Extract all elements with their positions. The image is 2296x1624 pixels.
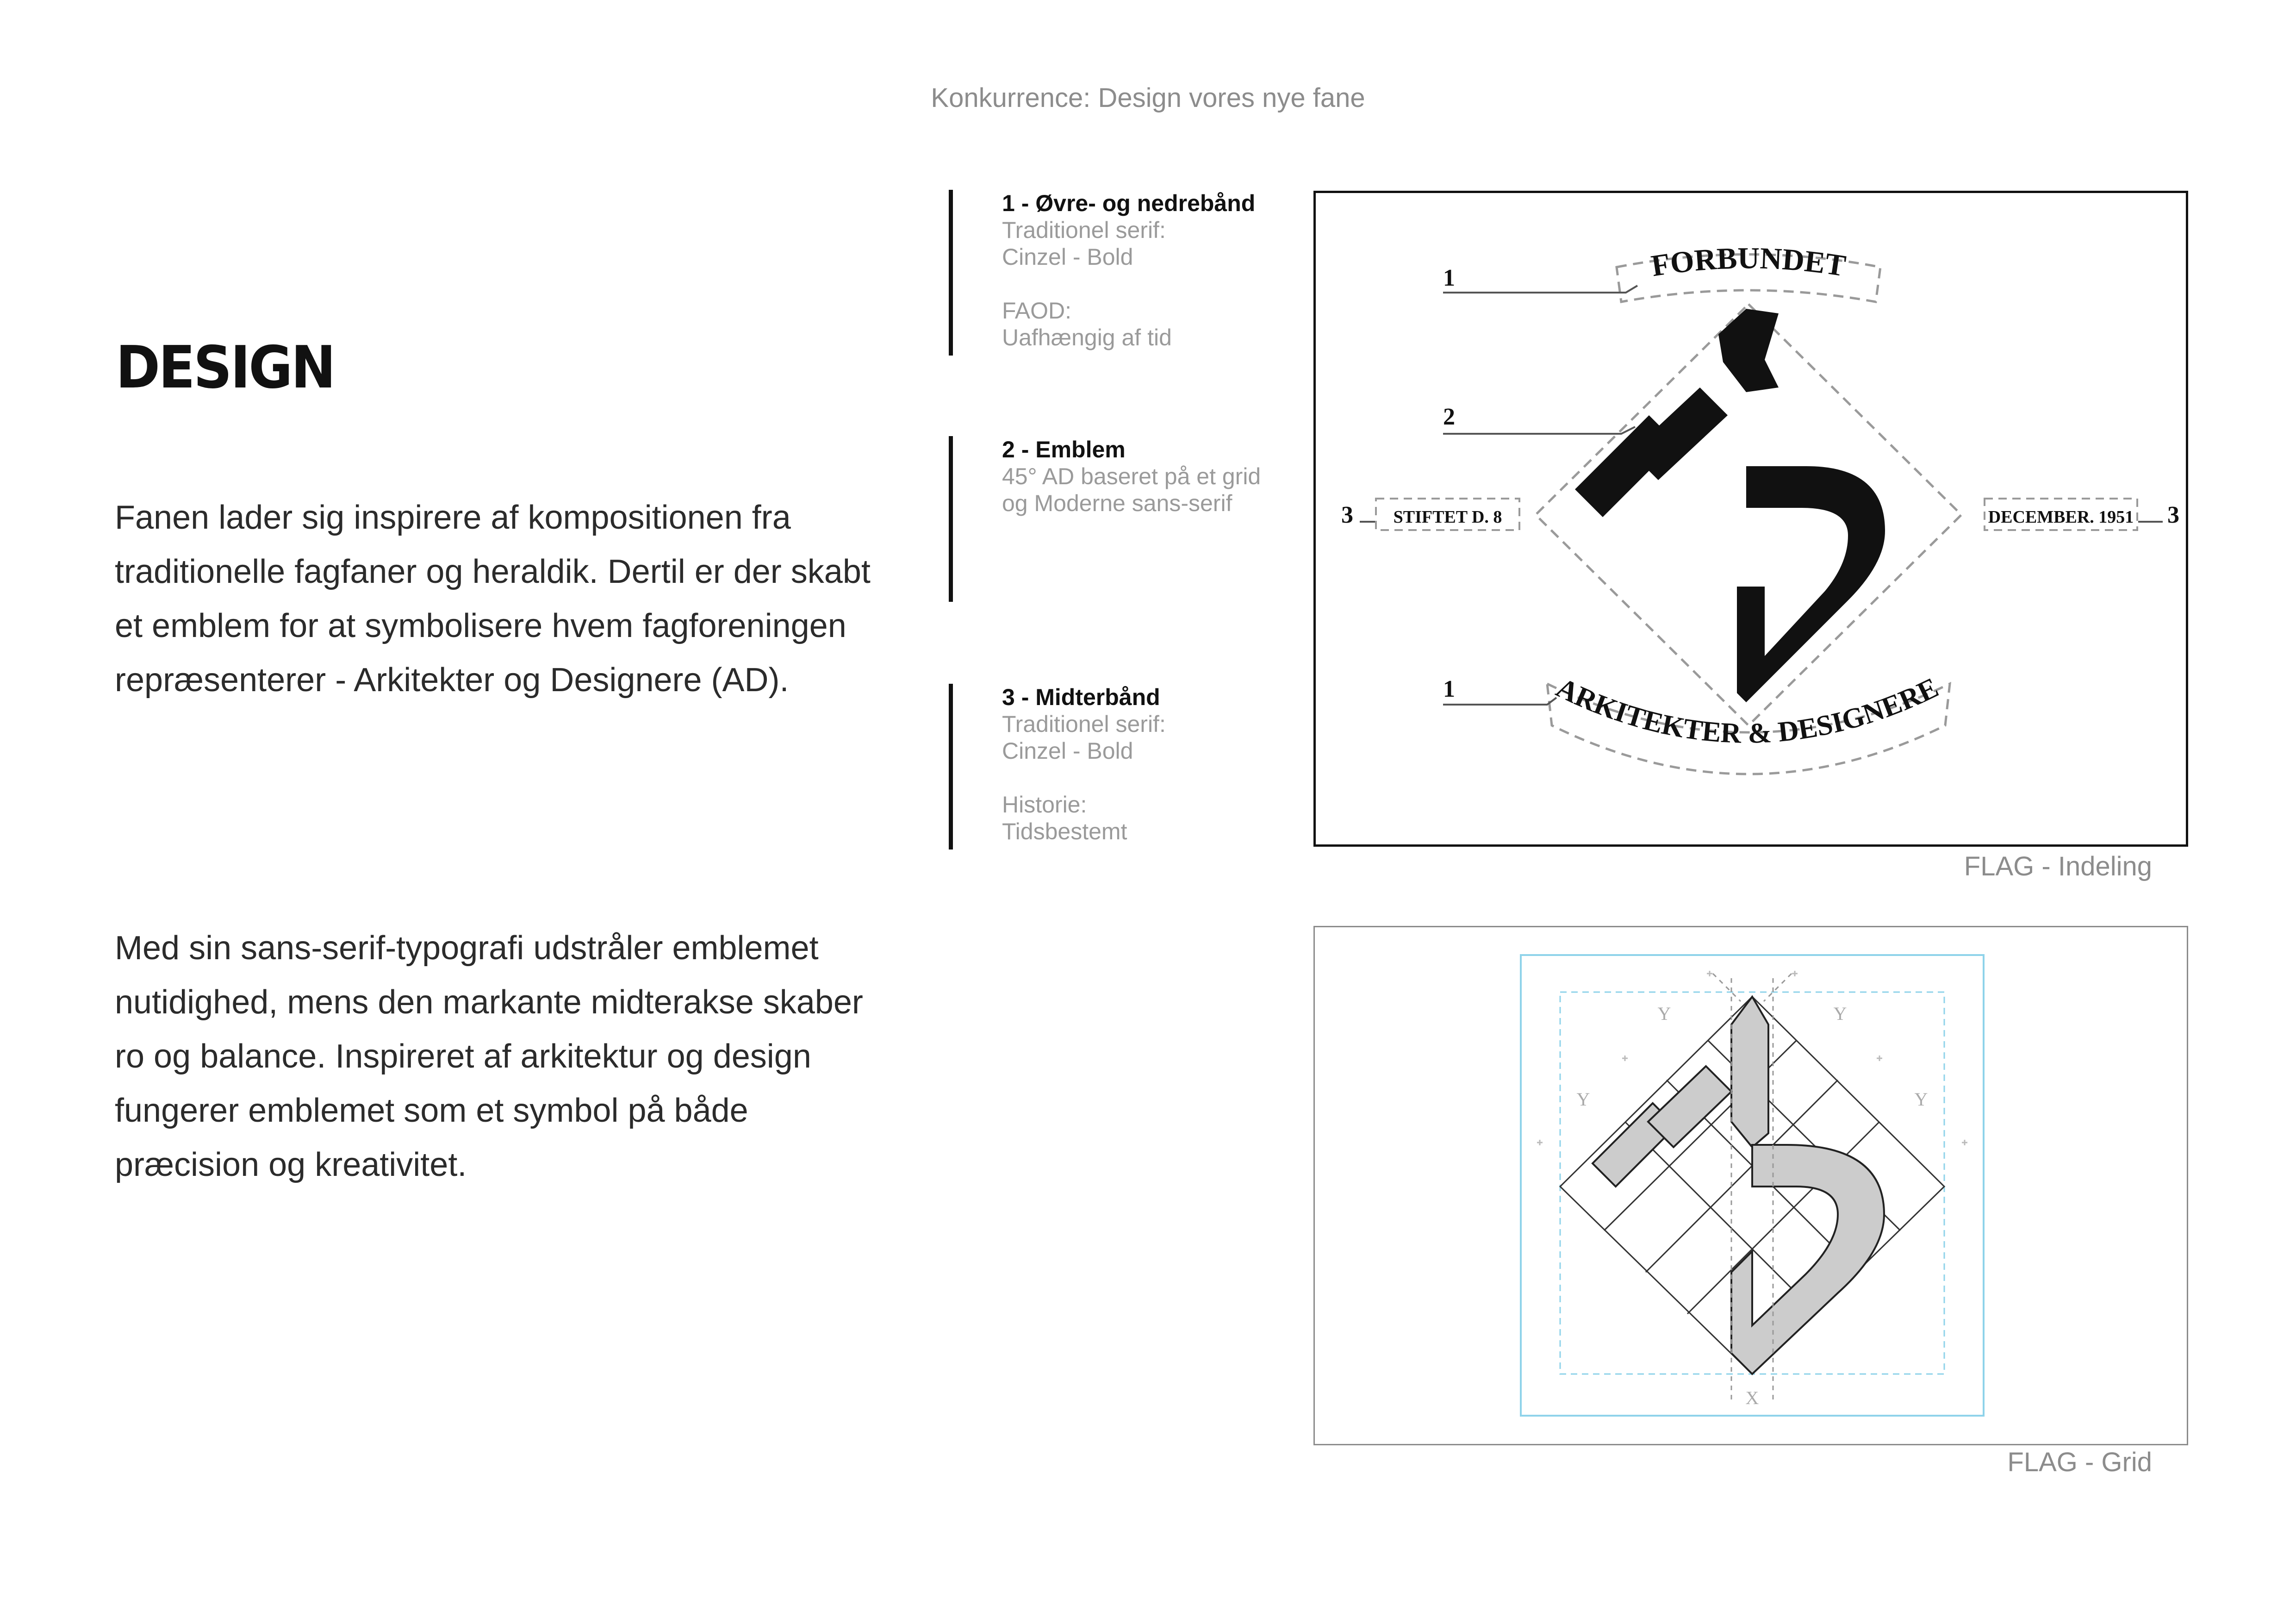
legend-line: Traditionel serif:: [1002, 217, 1166, 243]
leader-line: [1443, 286, 1637, 293]
marker-label: 2: [1443, 404, 1455, 430]
legend-item-bands: [949, 190, 1319, 356]
right-band-text: DECEMBER. 1951: [1988, 507, 2134, 527]
ad-emblem: [1575, 309, 1885, 702]
flag-division-illustration: [1316, 193, 2186, 844]
legend-bar: [949, 190, 953, 356]
legend-line: 45° AD baseret på et grid: [1002, 463, 1261, 489]
left-band-text: STIFTET D. 8: [1393, 507, 1502, 527]
grid-label-x: X: [1745, 1387, 1759, 1408]
grid-label-y: Y: [1576, 1089, 1590, 1110]
leader-line: [1443, 698, 1556, 705]
legend-title: 1 - Øvre- og nedrebånd: [1002, 190, 1256, 216]
legend-line: Cinzel - Bold: [1002, 738, 1133, 764]
flag-grid-illustration: [1315, 927, 2187, 1444]
top-band-text: FORBUNDET: [1649, 241, 1848, 283]
flag-grid-frame: [1313, 926, 2188, 1445]
legend-title: 3 - Midterbånd: [1002, 684, 1160, 710]
bottom-band-text: ARKITEKTER & DESIGNERE: [1551, 672, 1943, 750]
flag-grid-caption: FLAG - Grid: [2007, 1447, 2152, 1477]
flag-division-caption: FLAG - Indeling: [1964, 851, 2152, 881]
section-heading: DESIGN: [116, 333, 335, 401]
legend-line: Uafhængig af tid: [1002, 325, 1172, 350]
typography-paragraph: Med sin sans-serif-typografi udstråler emblemet nutidighed, mens den markante midterakse skaber ro og balance. Inspireret af arkitektur og design fungerer emblemet som et symbol på både præcision og kreativitet.: [115, 930, 863, 1183]
marker-label: 3: [1341, 502, 1353, 528]
grid-label-y: Y: [1657, 1003, 1671, 1024]
legend-line: Historie:: [1002, 792, 1087, 818]
legend-line: FAOD:: [1002, 298, 1072, 324]
page-title: Konkurrence: Design vores nye fane: [931, 83, 1365, 113]
leader-line: [1443, 427, 1635, 434]
grid-label-y: Y: [1914, 1089, 1928, 1110]
legend-bar: [949, 684, 953, 849]
grid-emblem: [1593, 997, 1884, 1374]
flag-division-frame: [1313, 191, 2188, 847]
legend-line: Traditionel serif:: [1002, 711, 1166, 737]
intro-paragraph: Fanen lader sig inspirere af kompositionen fra traditionelle fagfaner og heraldik. Dertil er der skabt et emblem for at symbolisere hvem fagforeningen repræsenterer - Arkitekter og Designere (AD).: [115, 499, 871, 699]
legend-line: og Moderne sans-serif: [1002, 490, 1232, 516]
marker-label: 1: [1443, 676, 1455, 702]
grid-label-y: Y: [1833, 1003, 1847, 1024]
legend-title: 2 - Emblem: [1002, 437, 1126, 462]
marker-label: 1: [1443, 265, 1455, 291]
legend-bar: [949, 436, 953, 602]
marker-label: 3: [2167, 502, 2179, 528]
legend-line: Tidsbestemt: [1002, 818, 1127, 844]
legend-line: Cinzel - Bold: [1002, 244, 1133, 270]
legend-item-emblem: [949, 436, 1319, 603]
legend-item-middle-band: [949, 684, 1319, 850]
